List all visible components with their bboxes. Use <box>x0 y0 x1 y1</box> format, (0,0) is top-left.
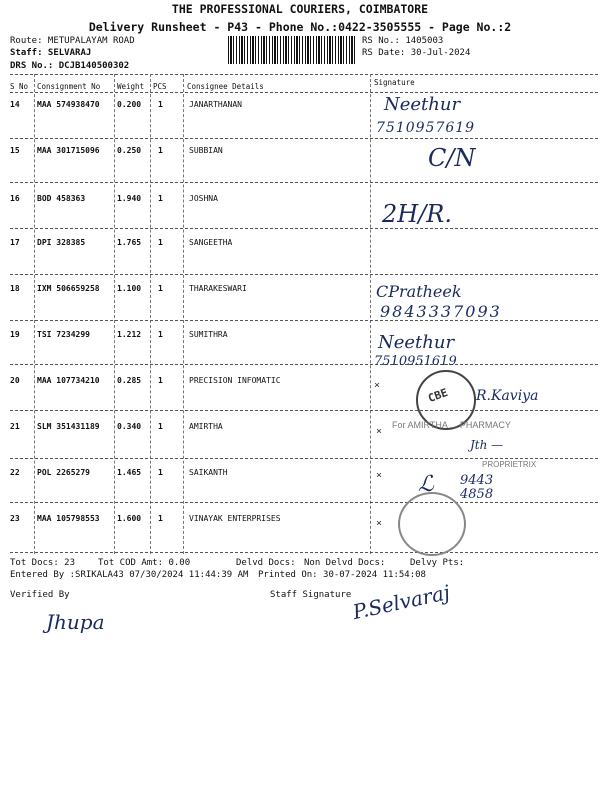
entered-by: Entered By :SRIKALA43 07/30/2024 11:44:39 AM <box>10 570 249 580</box>
tick-mark: × <box>374 380 381 391</box>
route-label: Route: METUPALAYAM ROAD <box>10 36 135 46</box>
row-consignment: MAA 574938470 <box>37 100 100 109</box>
handwritten-phone: 9443 4858 <box>460 473 494 502</box>
row-consignee: SUMITHRA <box>189 330 228 339</box>
row-pcs: 1 <box>158 194 163 203</box>
row-consignee: SAIKANTH <box>189 468 228 477</box>
row-weight: 0.250 <box>117 146 142 155</box>
row-consignment: POL 2265279 <box>37 468 90 477</box>
row-divider <box>10 502 598 503</box>
row-weight: 0.285 <box>117 376 142 385</box>
row-divider <box>10 458 598 459</box>
row-weight: 1.765 <box>117 238 142 247</box>
row-sno: 21 <box>10 422 20 431</box>
row-divider <box>10 138 598 139</box>
handwritten-signature: Jth — <box>470 438 504 452</box>
row-divider <box>10 228 598 229</box>
verified-signature: Jhupa <box>46 610 105 634</box>
drs-number: DRS No.: DCJB140500302 <box>10 61 130 71</box>
row-consignment: IXM 506659258 <box>37 284 100 293</box>
row-sno: 18 <box>10 284 20 293</box>
row-sno: 19 <box>10 330 20 339</box>
non-delivered-docs: Non Delvd Docs: <box>304 558 386 568</box>
row-sno: 16 <box>10 194 20 203</box>
header-rule <box>10 92 598 93</box>
staff-signature: P.Selvaraj <box>350 580 453 624</box>
row-weight: 1.465 <box>117 468 142 477</box>
row-consignment: BOD 458363 <box>37 194 86 203</box>
delivery-points: Delvy Pts: <box>410 558 465 568</box>
handwritten-signature: Neethur <box>384 94 461 115</box>
row-consignee: JANARTHANAN <box>189 100 242 109</box>
seal-text: CBE <box>426 385 450 406</box>
row-sno: 20 <box>10 376 20 385</box>
row-sno: 15 <box>10 146 20 155</box>
handwritten-signature: Neethur <box>378 332 455 353</box>
col-divider <box>114 74 115 554</box>
row-consignment: MAA 105798553 <box>37 514 100 523</box>
row-pcs: 1 <box>158 376 163 385</box>
col-header-consignment: Consignment No <box>37 82 101 91</box>
runsheet-title: Delivery Runsheet - P43 - Phone No.:0422-3505555 - Page No.:2 <box>88 20 512 34</box>
col-divider <box>34 74 35 554</box>
tick-mark: × <box>376 426 383 437</box>
col-header-signature: Signature <box>374 78 415 87</box>
handwritten-signature: CPratheek <box>376 282 462 301</box>
tick-mark: × <box>376 518 383 529</box>
row-pcs: 1 <box>158 468 163 477</box>
row-consignment: MAA 301715096 <box>37 146 100 155</box>
row-weight: 1.100 <box>117 284 142 293</box>
row-weight: 1.940 <box>117 194 142 203</box>
pharmacy-stamp: For AMIRTHA ... PHARMACY <box>392 420 511 430</box>
col-divider <box>370 74 371 554</box>
verified-by-label: Verified By <box>10 590 70 600</box>
total-docs: Tot Docs: 23 <box>10 558 76 568</box>
col-header-weight: Weight <box>117 82 145 91</box>
tick-mark: × <box>376 470 383 481</box>
row-pcs: 1 <box>158 284 163 293</box>
row-weight: 1.600 <box>117 514 142 523</box>
staff-signature-label: Staff Signature <box>270 590 352 600</box>
row-divider <box>10 274 598 275</box>
table-top-rule <box>10 74 598 75</box>
printed-on: Printed On: 30-07-2024 11:54:08 <box>258 570 426 580</box>
row-divider <box>10 410 598 411</box>
row-weight: 0.340 <box>117 422 142 431</box>
company-name: THE PROFESSIONAL COURIERS, COIMBATORE <box>171 2 429 16</box>
row-divider <box>10 182 598 183</box>
col-divider <box>150 74 151 554</box>
row-weight: 0.200 <box>117 100 142 109</box>
handwritten-signature: R.Kaviya <box>476 388 539 404</box>
barcode <box>228 36 356 64</box>
row-pcs: 1 <box>158 514 163 523</box>
row-consignee: AMIRTHA <box>189 422 223 431</box>
col-header-consignee: Consignee Details <box>187 82 264 91</box>
row-pcs: 1 <box>158 238 163 247</box>
row-sno: 14 <box>10 100 20 109</box>
row-pcs: 1 <box>158 422 163 431</box>
handwritten-phone: 9843337093 <box>380 302 502 321</box>
col-divider <box>183 74 184 554</box>
rs-date: RS Date: 30-Jul-2024 <box>362 48 471 58</box>
row-sno: 22 <box>10 468 20 477</box>
row-consignment: SLM 351431189 <box>37 422 100 431</box>
row-weight: 1.212 <box>117 330 142 339</box>
enterprises-seal-stamp <box>398 492 466 556</box>
handwritten-phone: 7510957619 <box>376 120 476 136</box>
col-header-sno: S No <box>10 82 29 91</box>
col-header-pcs: PCS <box>153 82 167 91</box>
row-pcs: 1 <box>158 330 163 339</box>
handwritten-signature: ℒ <box>418 472 434 497</box>
handwritten-phone: 7510951619 <box>374 354 457 369</box>
row-consignment: TSI 7234299 <box>37 330 90 339</box>
handwritten-signature: 2H/R. <box>382 200 452 228</box>
staff-label: Staff: SELVARAJ <box>10 48 92 58</box>
row-consignment: MAA 107734210 <box>37 376 100 385</box>
row-sno: 23 <box>10 514 20 523</box>
row-consignment: DPI 328385 <box>37 238 86 247</box>
row-divider <box>10 552 598 553</box>
row-consignee: THARAKESWARI <box>189 284 247 293</box>
row-pcs: 1 <box>158 146 163 155</box>
row-consignee: SANGEETHA <box>189 238 233 247</box>
row-divider <box>10 320 598 321</box>
proprietrix-stamp: PROPRIETRIX <box>482 460 537 469</box>
row-divider <box>10 364 598 365</box>
row-sno: 17 <box>10 238 20 247</box>
row-consignee: VINAYAK ENTERPRISES <box>189 514 281 523</box>
handwritten-signature: C/N <box>428 144 476 172</box>
total-cod-amount: Tot COD Amt: 0.00 <box>98 558 191 568</box>
row-consignee: PRECISION INFOMATIC <box>189 376 281 385</box>
row-consignee: SUBBIAN <box>189 146 223 155</box>
rs-number: RS No.: 1405003 <box>362 36 444 46</box>
delivered-docs: Delvd Docs: <box>236 558 296 568</box>
row-pcs: 1 <box>158 100 163 109</box>
row-consignee: JOSHNA <box>189 194 218 203</box>
